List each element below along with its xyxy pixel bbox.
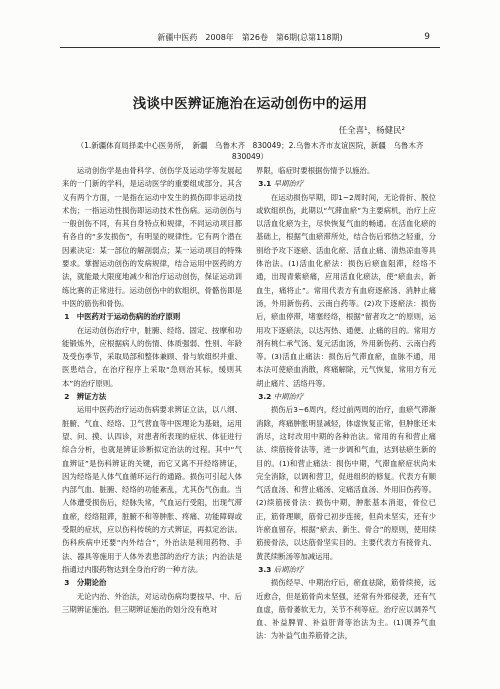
- article-authors: 任全喜¹，杨健民²: [338, 126, 405, 136]
- subsection-title: 后期治疗: [273, 564, 304, 574]
- subsection-title: 中期治疗: [273, 392, 304, 402]
- article-title: 浅谈中医辨证施治在运动创伤中的运用: [132, 96, 368, 112]
- subsection-title: 早期治疗: [273, 179, 304, 189]
- section-3-paragraph: 无论内治、外治法，对运动伤病均要按早、中、后三期辨证施治。但三期辨证施治的划分没有绝对: [62, 591, 242, 614]
- subsection-heading-late: [256, 563, 436, 576]
- section-heading-1: 1 中医药对于运动伤病的治疗原则: [64, 312, 181, 322]
- subsection-heading-middle: [256, 390, 436, 403]
- section-heading-3: 3 分期论治: [64, 578, 107, 588]
- early-stage-paragraph: 在运动损伤早期，即1~2周时间，无论骨折、脱位或软组织伤，此期以“气滞血瘀”为主要病机，治疗上应以活血化瘀为主，尽快恢复气血的畅通。在活血化瘀的基础上，根据气血瘀滞所处，结合伤后邪热之轻重，分别给予攻下逐瘀、活血化瘀、活血止痛、清热凉血等具体治法。(1)活血化瘀法：损伤后瘀血阻滞，经络不通，出现青紫瘀痛，应用活血化瘀法，使“瘀血去，新血生，痛将止”。常用代表方有血府逐瘀汤、消肿止痛汤，外用新伤药、云南白药等。(2)攻下逐瘀法：损伤后，瘀血停滞，堵塞经络，根据“留者攻之”的原则，运用攻下逐瘀法，以达泻热、通便、止痛的目的。常用方剂有桃仁承气汤、复元活血汤，外用新伤药、云南白药等。(3)活血止痛法：损伤后气滞血瘀，血脉不通，用本法可使瘀血消散，疼痛解除，元气恢复，常用方有元胡止痛片、活络丹等。: [256, 192, 436, 388]
- page-number: 9: [424, 32, 430, 42]
- right-column: [256, 164, 436, 643]
- running-header: [0, 32, 500, 48]
- journal-issue-line: 新疆中医药 2008年 第26卷 第6期(总第118期): [157, 33, 343, 42]
- left-column: [62, 164, 242, 616]
- subsection-heading-early: [256, 177, 436, 190]
- late-stage-paragraph: 损伤经早、中期治疗后，瘀血祛除，筋骨续接，远近愈合，但是筋骨尚未坚强，还常有外邪侵袭，还有气血虚，筋骨萎软无力，关节不利等症。治疗应以调养气血、补益脾胃、补益肝肾等治法为主。(1)调养气血法：为补益气血养筋骨之法，: [256, 578, 436, 641]
- intro-paragraph: 运动创伤学是由骨科学、创伤学及运动学等发展起来的一门新的学科，是运动医学的重要组成部分。其含义有两个方面，一是指在运动中发生的损伤即非运动技术伤；一指运动性损伤即运动技术性伤病。运动创伤与一般创伤不同，有其自身特点和规律，不同运动项目都有各自的“多发损伤”，有明显的规律性。它有两个潜在因素决定：某一部位的解剖弱点；某一运动项目的特殊要求。掌握运动创伤的发病规律，结合运用中医药的方法，就能最大限度地减少和治疗运动创伤，保证运动训练比赛的正常进行。运动创伤中的软组织、骨骼伤即是中医的筋伤和骨伤。: [62, 166, 242, 308]
- section-2-paragraph: 运用中医药治疗运动伤病要求辨证立法，以八纲、脏腑、气血、经络、卫气营血等中医理论为基础，运用望、问、摸、认四诊，对患者所表现的症状、体征进行综合分析，也就是辨证诊断拟定治法的过程。其中“气血辨证”是伤科辨证的关键，而它又离不开经络辨证，因为经络是人体气血循环运行的通路。损伤可引起人体内部气血、脏腑、经络的功能紊乱，尤其伤气伤血。当人体遭受损伤后，经脉失常，气血运行受阻，出现气滞血瘀，经络阻滞，脏腑不和等肿胀、疼痛、功能障碍或受限的症状，应以伤科传统的方式辨证，再拟定治法。伤科疾病中还要“内外结合”，外治法是利用药物、手法、器具等施用于人体外表患部的治疗方法；内治法是指通过内服药物达到全身治疗的一种方法。: [62, 405, 242, 574]
- subsection-number: 3.2: [258, 392, 272, 402]
- middle-stage-paragraph: 损伤后3~6周内，经过前两周的治疗，血瘀气滞渐消除，疼痛肿胀明显减轻，体虚恢复正常，但肿胀还未消尽，这时改用中期的各种治法。常用的有和营止痛法、续筋接骨法等，进一步调和气血，达到祛瘀生新的目的。(1)和营止痛法：损伤中期，气滞血瘀症状尚未完全消除，以调和营卫，促进组织的修复。代表方有顺气活血汤、和营止痛汤、定痛活血汤、外用旧伤药等。(2)续筋接骨法：损伤中期，肿胀基本消退，骨位已正，筋骨理顺，筋骨已初步连接，但尚未坚实，还有少许瘀血留存，根据“瘀去、新生、骨合”的原则，使用续筋接骨法，以达筋骨坚实目的。主要代表方有接骨丸、黄芪续断汤等加减运用。: [256, 405, 436, 561]
- continued-paragraph: 界限，临症时要根据伤情予以施治。: [256, 166, 375, 175]
- header-rule: [60, 47, 440, 48]
- section-heading-2: 2 辨证方法: [64, 392, 107, 402]
- subsection-number: 3.3: [258, 564, 272, 574]
- section-1-paragraph: 在运动创伤治疗中，脏腑、经络、固定、按摩和功能锻炼外，应根据病人的伤情、体质强弱、性别、年龄及受伤季节，采取局部和整体兼顾、骨与软组织并重、医患结合，在治疗程序上采取“急则治其标，缓则其本”的治疗原则。: [62, 325, 242, 388]
- author-affiliation: （1.新疆体育局择柔中心医务所， 新疆 乌鲁木齐 830049；2.乌鲁木齐市友谊医院，新疆 乌鲁木齐 830049）: [76, 141, 431, 161]
- subsection-number: 3.1: [258, 179, 272, 189]
